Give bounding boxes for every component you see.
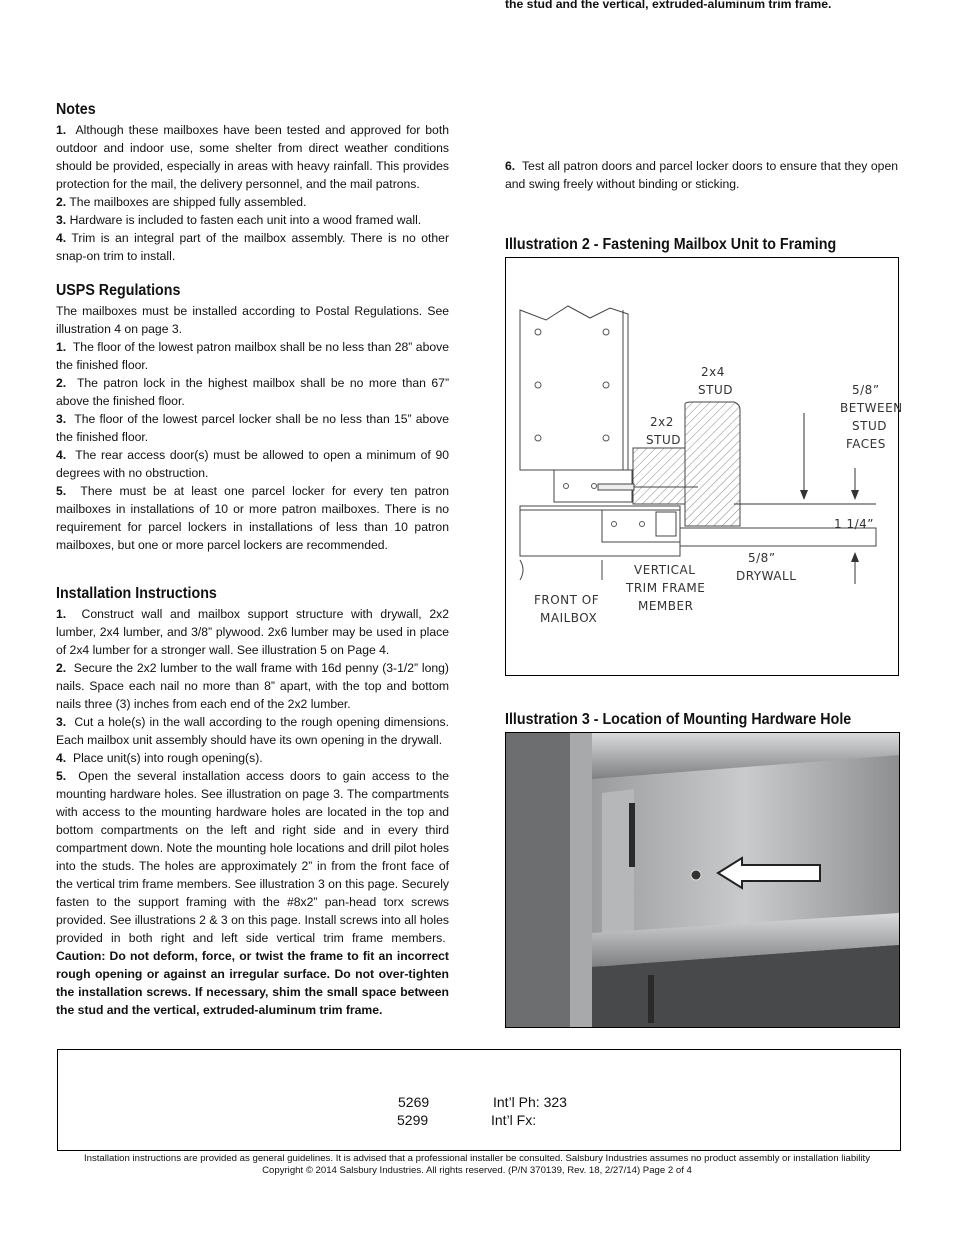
fax-code: 5299 <box>397 1112 429 1128</box>
label-between: BETWEEN <box>840 401 903 415</box>
usps-item-4: 4. The rear access door(s) must be allowed to open a minimum of 90 degrees with no obstruction. <box>56 448 449 480</box>
notes-item-1: 1. Although these mailboxes have been tested and approved for both outdoor and indoor use, some shelter from direct weather conditions should be provided, especially in areas with heavy rainfall. This provides protection for the mail, the delivery personnel, and the mail patrons. <box>56 123 450 191</box>
notes-item-2: 2. The mailboxes are shipped fully assembled. <box>56 195 307 209</box>
photo-rendering <box>506 733 899 1027</box>
install-item-1: 1. Construct wall and mailbox support structure with drywall, 2x2 lumber, 2x4 lumber, and 3/8” plywood. 2x6 lumber may be used in place of 2x4 lumber for a stronger wall. See illustration 5 on Page 4. <box>56 607 450 657</box>
footer <box>0 1153 954 1177</box>
notes-item-4: 4. Trim is an integral part of the mailbox assembly. There is no other snap-on trim to install. <box>56 231 450 263</box>
usps-item-5: 5. There must be at least one parcel locker for every ten patron mailboxes in installations of 10 or more patron mailboxes. There is no requirement for parcel lockers in installations of less than 10 patron mailboxes, but one or more parcel lockers are recommended. <box>56 484 449 552</box>
usps-item-1: 1. The floor of the lowest patron mailbox shall be no less than 28” above the finished floor. <box>56 340 449 372</box>
notes-item-3: 3. Hardware is included to fasten each unit into a wood framed wall. <box>56 213 422 227</box>
label-stud-faces-1: STUD <box>852 419 887 433</box>
intl-phone: Int’l Ph: 323 <box>493 1094 567 1110</box>
install-item-5-continued: the stud and the vertical, extruded-aluminum trim frame. <box>505 0 832 11</box>
usps-heading: USPS Regulations <box>56 282 181 299</box>
label-five-eighths-drywall: 5/8” <box>748 551 776 565</box>
label-mailbox: MAILBOX <box>540 611 598 625</box>
copyright-text: Copyright © 2014 Salsbury Industries. All rights reserved. (P/N 370139, Rev. 18, 2/27/14) Page 2 of 4 <box>262 1165 692 1176</box>
usps-intro: The mailboxes must be installed according to Postal Regulations. See illustration 4 on page 3. <box>56 304 449 336</box>
right-column <box>505 0 898 193</box>
label-2x2: 2x2 <box>650 415 674 429</box>
label-front-of: FRONT OF <box>534 593 600 607</box>
label-drywall: DRYWALL <box>736 569 797 583</box>
install-item-3: 3. Cut a hole(s) in the wall according to the rough opening dimensions. Each mailbox unit assembly should have its own opening in the drywall. <box>56 715 449 747</box>
label-2x4: 2x4 <box>701 365 725 379</box>
label-stud-2x4: STUD <box>698 383 733 397</box>
illustration-3-title: Illustration 3 - Location of Mounting Hardware Hole <box>505 711 852 728</box>
usps-item-3: 3. The floor of the lowest parcel locker shall be no less than 15” above the finished floor. <box>56 412 449 444</box>
usps-item-2: 2. The patron lock in the highest mailbox shall be no more than 67” above the finished floor. <box>56 376 449 408</box>
label-trim-frame: TRIM FRAME <box>626 581 706 595</box>
intl-fax: Int’l Fx: <box>491 1112 537 1128</box>
label-faces: FACES <box>846 437 886 451</box>
disclaimer-text: Installation instructions are provided as general guidelines. It is advised that a professional installer be consulted. Salsbury Industries assumes no product assembly or installation liability <box>83 1153 871 1164</box>
install-item-4: 4. Place unit(s) into rough opening(s). <box>56 751 263 765</box>
install-heading: Installation Instructions <box>56 585 217 602</box>
contact-box <box>57 1049 901 1151</box>
phone-code: 5269 <box>398 1094 430 1110</box>
install-item-6: 6. Test all patron doors and parcel locker doors to ensure that they open and swing freely without binding or sticking. <box>505 159 898 191</box>
mounting-hole-photo <box>505 732 900 1028</box>
framing-diagram <box>506 258 903 675</box>
label-one-and-quarter: 1 1/4” <box>834 517 874 531</box>
notes-heading: Notes <box>56 101 96 118</box>
illustration-2-frame <box>505 257 903 676</box>
label-stud-2x2: STUD <box>646 433 681 447</box>
label-vertical: VERTICAL <box>634 563 696 577</box>
left-column <box>56 100 450 1017</box>
illustration-2-title: Illustration 2 - Fastening Mailbox Unit to Framing <box>505 236 837 253</box>
label-five-eighths: 5/8” <box>852 383 880 397</box>
label-member: MEMBER <box>638 599 694 613</box>
install-item-2: 2. Secure the 2x2 lumber to the wall frame with 16d penny (3-1/2” long) nails. Space each nail no more than 8” apart, with the top and bottom nails three (3) inches from each end of the 2x2 lumber. <box>56 661 449 711</box>
install-item-5: 5. Open the several installation access doors to gain access to the mounting hardware holes. See illustration on page 3. The compartments with access to the mounting hardware holes are located in the top and bottom compartments on the left and right side and in every third compartment down. Note the mounting hole locations and drill pilot holes into the studs. The holes are approximately 2” in from the front face of the vertical trim frame members. See illustration 3 on this page. Securely fasten to the support framing with the #8x2” pan-head torx screws provided. See illustrations 2 & 3 on this page. Install screws into all holes provided in both right and left side vertical trim frame members. Caution: Do not deform, force, or twist the frame to fit an incorrect rough opening or against an irregular surface. Do not over-tighten the installation screws. If necessary, shim the small space between the stud and the vertical, extruded-aluminum trim frame. <box>56 769 449 1017</box>
